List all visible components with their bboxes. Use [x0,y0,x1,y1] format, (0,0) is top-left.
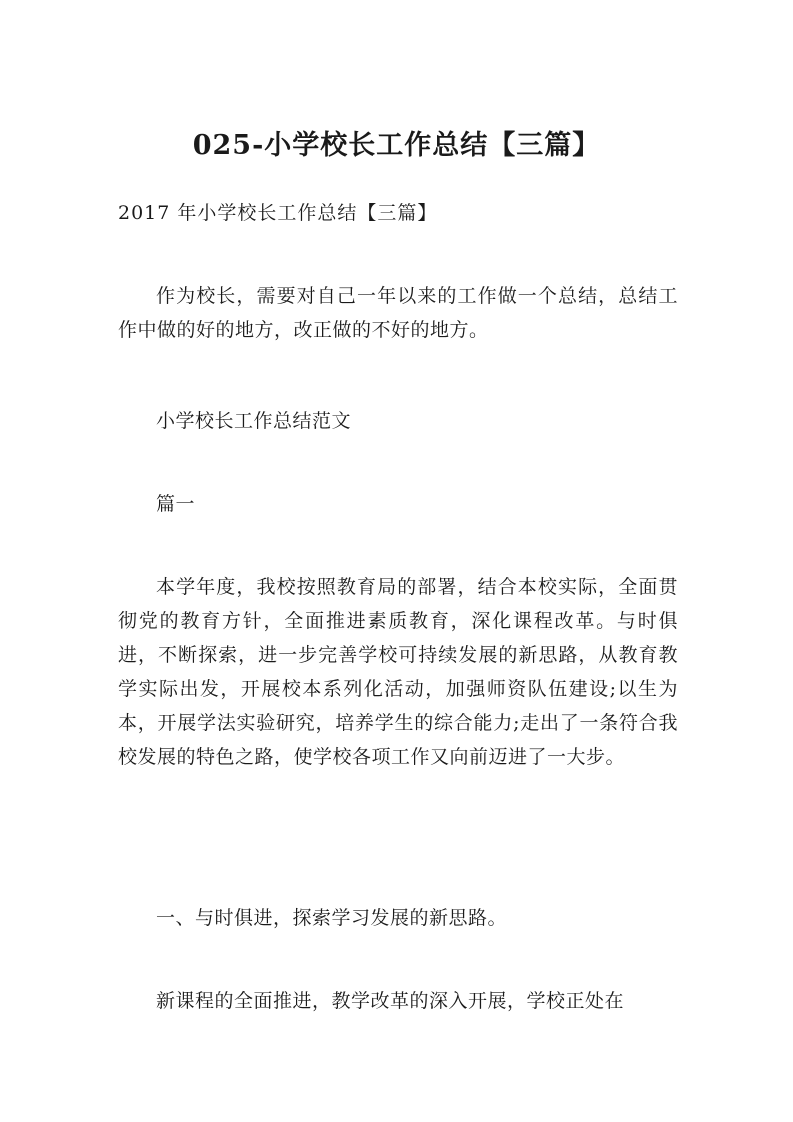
paragraph-intro: 作为校长，需要对自己一年以来的工作做一个总结，总结工作中做的好的地方，改正做的不好的地方。 [118,285,678,341]
document-subtitle: 2017 年小学校长工作总结【三篇】 [118,202,438,224]
paragraph-section-heading: 小学校长工作总结范文 [156,410,352,432]
document-title: 025-小学校长工作总结【三篇】 [192,130,601,161]
paragraph-subheading: 一、与时俱进，探索学习发展的新思路。 [156,907,508,929]
paragraph-body: 本学年度，我校按照教育局的部署，结合本校实际，全面贯彻党的教育方针，全面推进素质教育，深化课程改革。与时俱进，不断探索，进一步完善学校可持续发展的新思路，从教育教学实际出发，开展校本系列化活动，加强师资队伍建设;以生为本，开展学法实验研究，培养学生的综合能力;走出了一条符合我校发展的特色之路，使学校各项工作又向前迈进了一大步。 [118,576,678,768]
paragraph-continuation: 新课程的全面推进，教学改革的深入开展，学校正处在 [156,990,625,1012]
paragraph-part-label: 篇一 [156,493,196,515]
